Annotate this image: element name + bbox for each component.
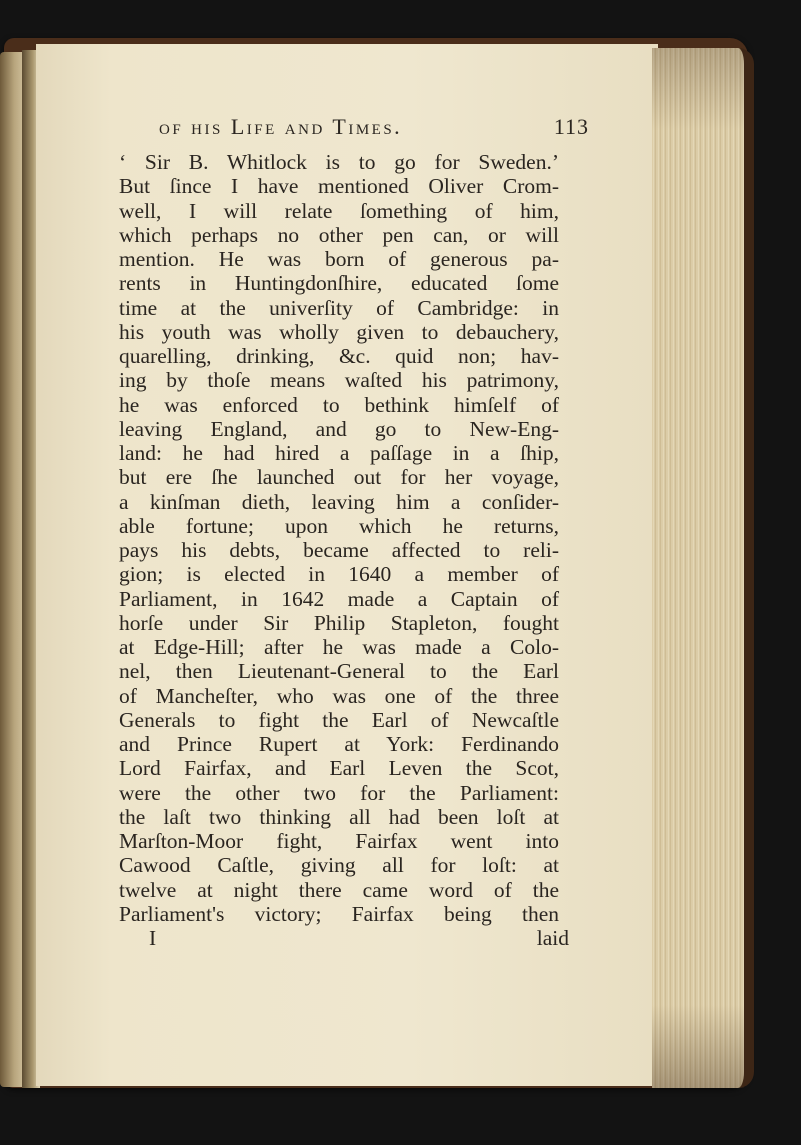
text-line: gion; is elected in 1640 a member of xyxy=(119,562,559,587)
text-line: Marſton-Moor fight, Fairfax went into xyxy=(119,829,559,853)
page-number: 113 xyxy=(553,114,589,139)
page-footer xyxy=(149,926,569,950)
text-line: but ere ſhe launched out for her voyage, xyxy=(119,465,559,490)
text-line: his youth was wholly given to debauchery, xyxy=(119,319,559,344)
text-line: Generals to fight the Earl of Newcaſtle xyxy=(119,707,559,732)
text-line: of Mancheſter, who was one of the three xyxy=(119,683,559,708)
text-line: ing by thoſe means waſted his patrimony, xyxy=(119,368,559,393)
text-line: Parliament's victory; Fairfax being then xyxy=(119,901,559,926)
text-line: twelve at night there came word of the xyxy=(119,877,559,902)
text-line: a kinſman dieth, leaving him a conſider- xyxy=(119,489,559,514)
text-line: able fortune; upon which he returns, xyxy=(119,513,559,538)
text-line: well, I will relate ſomething of him, xyxy=(119,198,559,223)
running-head-title: of his Life and Times. xyxy=(159,114,403,139)
text-line: quarelling, drinking, &c. quid non; hav- xyxy=(119,344,559,368)
text-line: ‘ Sir B. Whitlock is to go for Sweden.’ xyxy=(119,150,559,174)
text-line: and Prince Rupert at York: Ferdinando xyxy=(119,732,559,756)
text-line: Cawood Caſtle, giving all for loſt: at xyxy=(119,853,559,878)
text-line: mention. He was born of generous pa- xyxy=(119,247,559,271)
text-line: rents in Huntingdonſhire, educated ſome xyxy=(119,271,559,296)
text-line: which perhaps no other pen can, or will xyxy=(119,222,559,247)
text-line: Parliament, in 1642 made a Captain of xyxy=(119,586,559,611)
text-block xyxy=(119,114,589,950)
catchword: laid xyxy=(536,926,569,950)
text-line: But ſince I have mentioned Oliver Crom- xyxy=(119,174,559,199)
running-header xyxy=(159,114,589,150)
text-line: were the other two for the Parliament: xyxy=(119,780,559,805)
text-line: the laſt two thinking all had been loſt at xyxy=(119,804,559,829)
text-line: at Edge-Hill; after he was made a Colo- xyxy=(119,635,559,659)
book-page xyxy=(36,44,658,1086)
text-line: he was enforced to bethink himſelf of xyxy=(119,392,559,417)
text-line: horſe under Sir Philip Stapleton, fought xyxy=(119,610,559,635)
text-line: time at the univerſity of Cambridge: in xyxy=(119,295,559,320)
text-line: leaving England, and go to New-Eng- xyxy=(119,416,559,441)
text-line: pays his debts, became affected to reli- xyxy=(119,538,559,562)
book xyxy=(0,30,801,1100)
page-block-edges xyxy=(652,48,754,1088)
text-line: land: he had hired a paſſage in a ſhip, xyxy=(119,441,559,465)
signature-mark: I xyxy=(149,926,157,950)
text-line: Lord Fairfax, and Earl Leven the Scot, xyxy=(119,756,559,781)
body-text xyxy=(119,150,559,926)
text-line: nel, then Lieutenant-General to the Earl xyxy=(119,659,559,684)
